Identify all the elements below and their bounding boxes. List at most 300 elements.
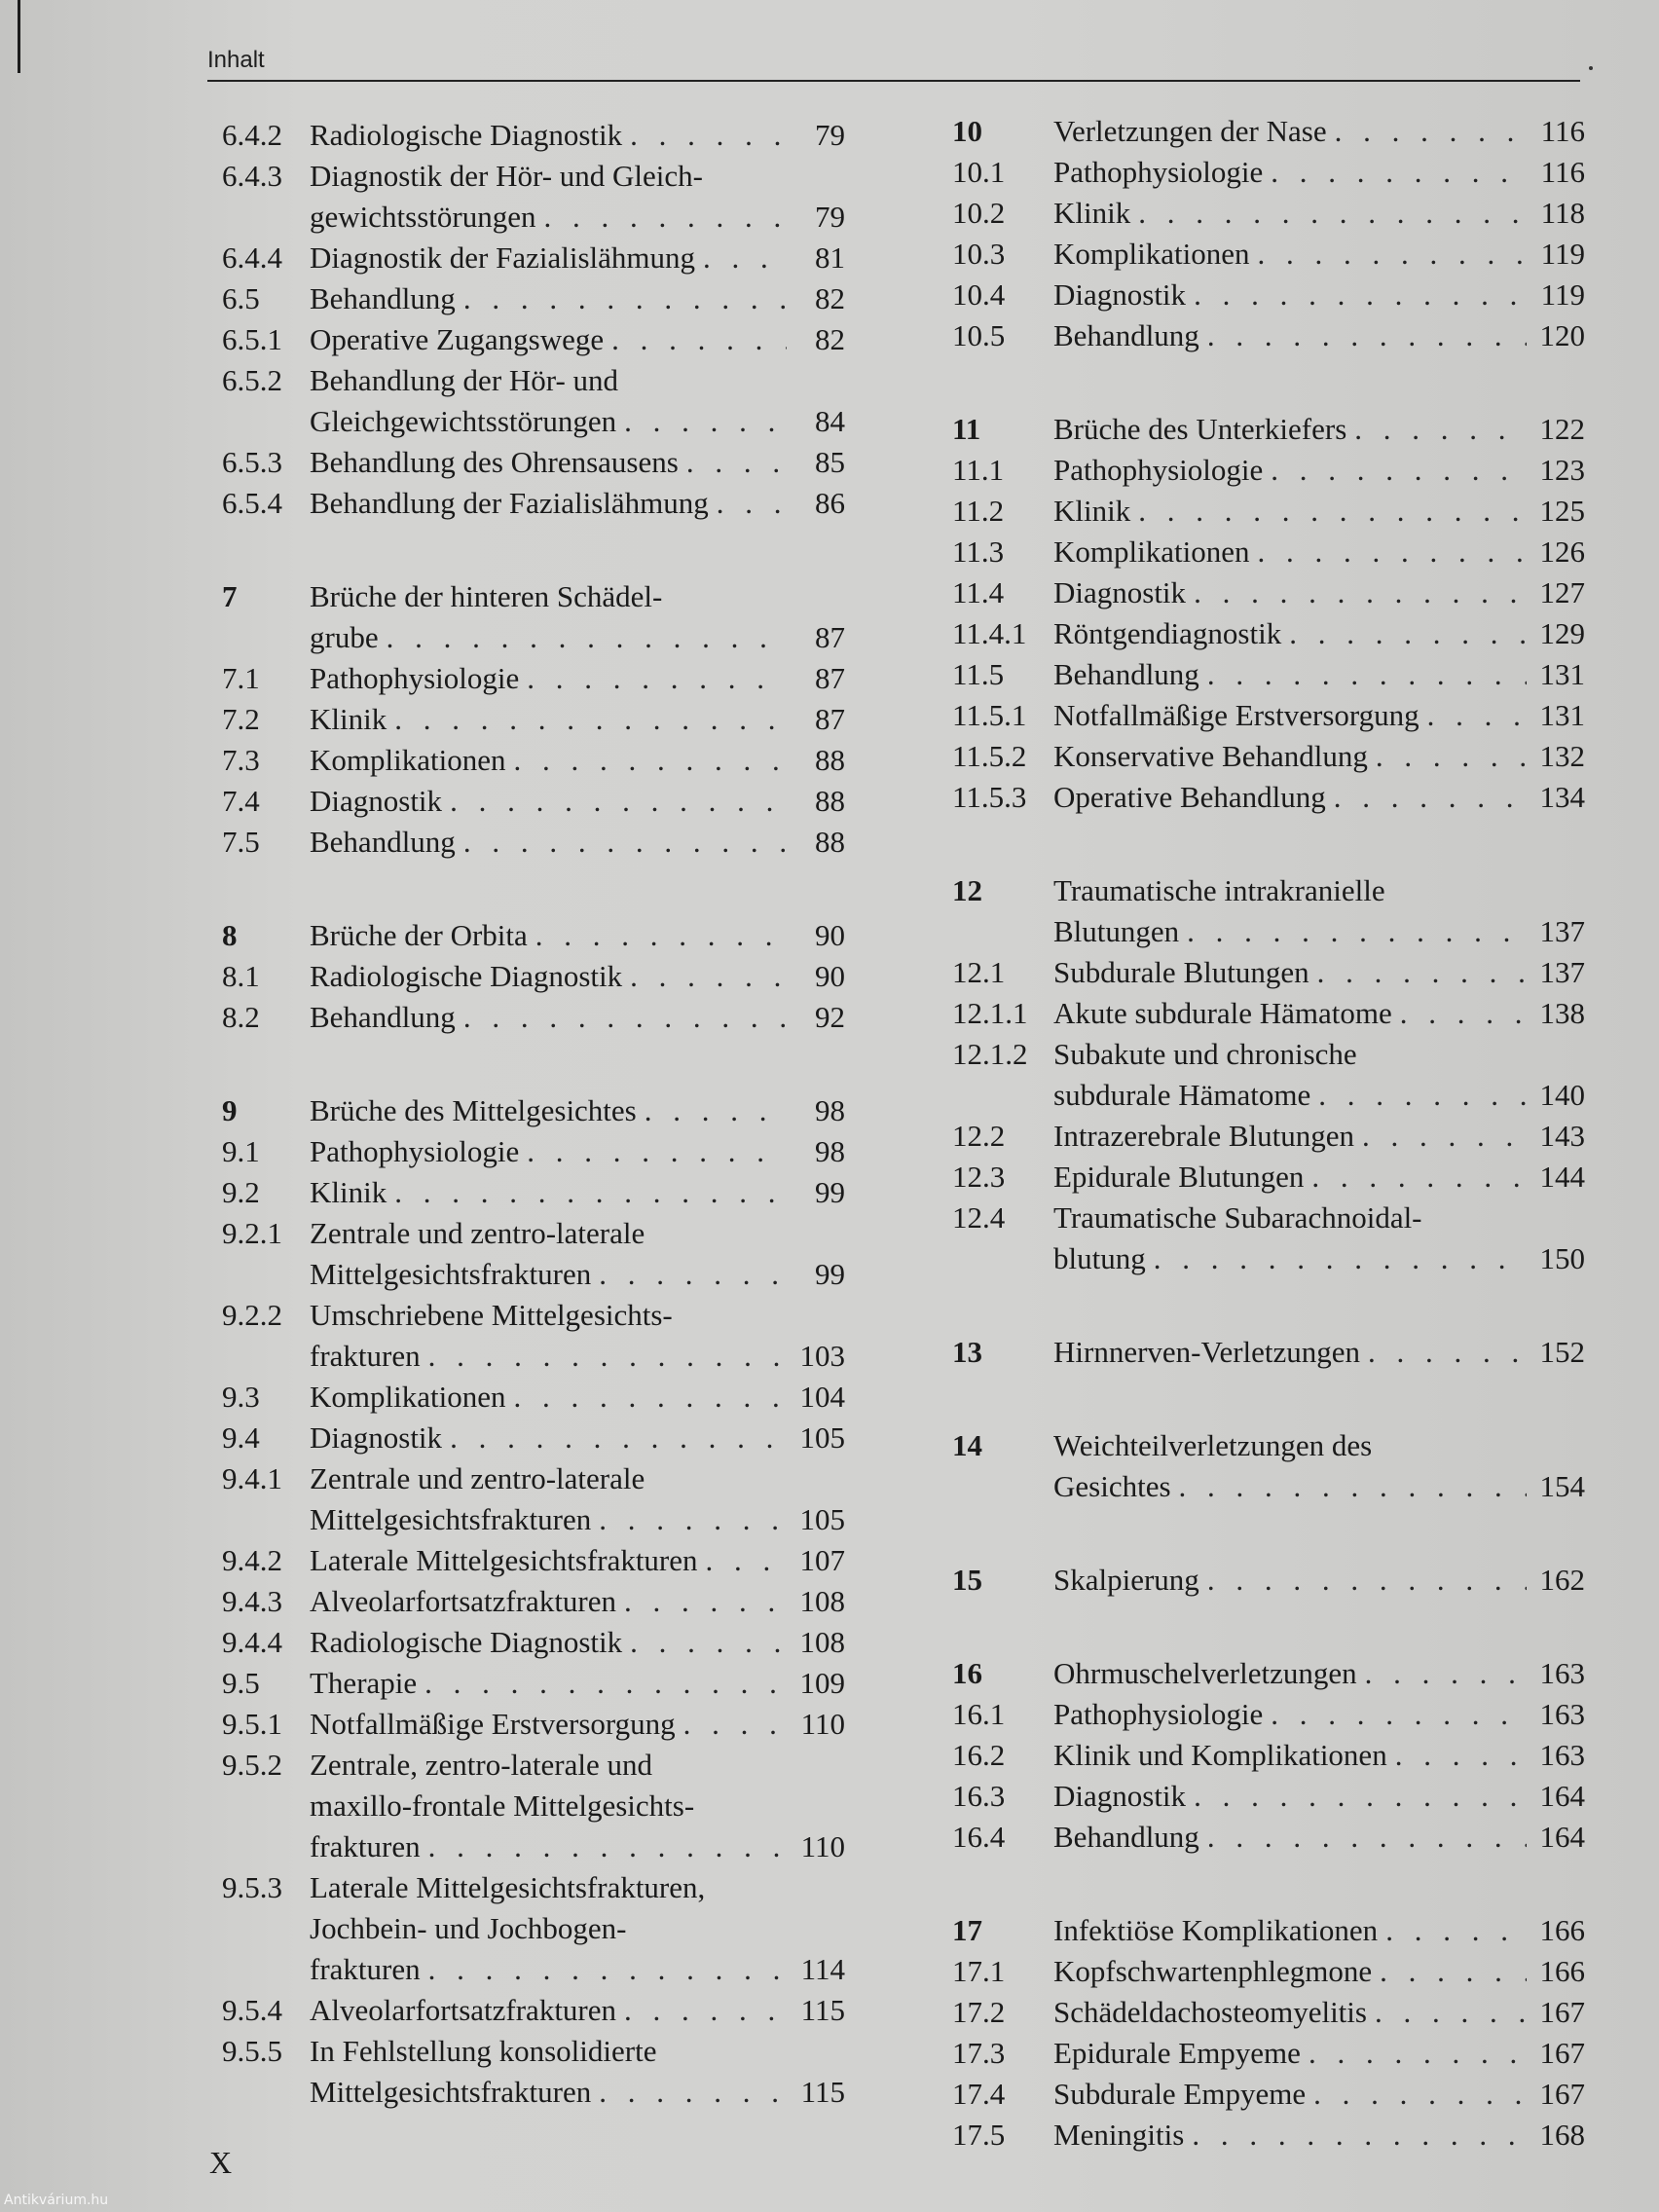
toc-entry-title: Infektiöse Komplikationen — [1053, 1913, 1379, 1947]
toc-entry-number: 11 — [952, 412, 981, 446]
toc-page-number: 84 — [815, 404, 845, 438]
toc-entry-title: Behandlung — [310, 281, 456, 315]
toc-entry — [222, 238, 845, 278]
dot-leader — [622, 956, 787, 997]
dot-leader — [1392, 993, 1527, 1034]
dot-leader — [622, 115, 787, 156]
toc-page-number: 166 — [1539, 1913, 1585, 1947]
toc-entry — [952, 1157, 1585, 1198]
toc-entry — [952, 613, 1585, 654]
toc-entry-title: Komplikationen — [1053, 535, 1250, 569]
toc-entry-number: 6.5.3 — [222, 445, 282, 479]
dot-leader — [1306, 2074, 1527, 2115]
toc-page-number: 88 — [815, 825, 845, 859]
toc-page-number: 143 — [1539, 1119, 1585, 1153]
toc-entry-number: 17.5 — [952, 2118, 1006, 2152]
toc-entry-title: Mittelgesichtsfrakturen — [310, 1502, 592, 1536]
toc-page-number: 110 — [800, 1707, 845, 1741]
toc-entry — [952, 2033, 1585, 2074]
dot-leader — [535, 197, 787, 238]
toc-entry-title: subdurale Hämatome — [1053, 1078, 1311, 1112]
toc-entry-title: Kopfschwartenphlegmone — [1053, 1954, 1373, 1988]
toc-right-column — [952, 111, 1585, 2156]
toc-entry — [952, 777, 1585, 818]
toc-entry-title: Brüche des Unterkiefers — [1053, 412, 1347, 446]
toc-entry-number: 17 — [952, 1913, 982, 1947]
dot-leader — [519, 658, 787, 699]
toc-entry-title: Komplikationen — [310, 1380, 506, 1414]
toc-entry — [222, 1418, 845, 1458]
toc-left-column — [222, 115, 845, 2113]
toc-entry-title: gewichtsstörungen — [310, 200, 536, 234]
toc-entry-number: 10.1 — [952, 155, 1006, 189]
toc-entry — [952, 152, 1585, 193]
toc-entry — [222, 1622, 845, 1663]
dot-leader — [1130, 491, 1527, 532]
toc-entry-number: 16.2 — [952, 1738, 1006, 1772]
dot-leader — [1368, 736, 1527, 777]
toc-entry-number: 9.4.1 — [222, 1461, 282, 1495]
toc-entry — [952, 450, 1585, 491]
toc-page-number: 82 — [815, 281, 845, 315]
dot-leader — [1281, 613, 1527, 654]
toc-page-number: 118 — [1540, 196, 1585, 230]
toc-page-number: 168 — [1539, 2118, 1585, 2152]
toc-entry-title: Brüche des Mittelgesichtes — [310, 1093, 637, 1127]
dot-leader — [616, 1990, 787, 2031]
dot-leader — [505, 1377, 787, 1418]
dot-leader — [1186, 1776, 1527, 1817]
dot-leader — [676, 1704, 787, 1745]
toc-entry-number: 7.1 — [222, 661, 260, 695]
dot-leader — [591, 1499, 787, 1540]
toc-entry-number: 11.5.3 — [952, 780, 1027, 814]
toc-entry-title: Schädeldachosteomyelitis — [1053, 1995, 1367, 2029]
toc-entry-title: Brüche der Orbita — [310, 918, 528, 952]
toc-entry-number: 9.4.2 — [222, 1543, 282, 1577]
toc-entry-title: Hirnnerven-Verletzungen — [1053, 1335, 1361, 1369]
toc-page-number: 154 — [1539, 1469, 1585, 1503]
toc-entry-number: 9.5.5 — [222, 2034, 282, 2068]
toc-entry — [952, 1735, 1585, 1776]
toc-entry — [222, 699, 845, 740]
toc-entry-number: 12.3 — [952, 1160, 1006, 1194]
toc-entry-title: Behandlung — [1053, 318, 1199, 352]
toc-entry — [222, 442, 845, 483]
toc-entry-title: Epidurale Blutungen — [1053, 1160, 1305, 1194]
toc-entry — [952, 2074, 1585, 2115]
toc-page-number: 163 — [1539, 1656, 1585, 1690]
toc-page-number: 90 — [815, 918, 845, 952]
toc-page-number: 109 — [799, 1666, 845, 1700]
dot-leader — [637, 1090, 787, 1131]
toc-entry-title: Zentrale und zentro-laterale — [310, 1216, 645, 1250]
section-gap — [952, 356, 1585, 409]
toc-entry-number: 12 — [952, 873, 982, 907]
toc-page-number: 122 — [1539, 412, 1585, 446]
toc-entry-number: 9.3 — [222, 1380, 260, 1414]
toc-entry-title: Radiologische Diagnostik — [310, 118, 623, 152]
toc-entry-title: Notfallmäßige Erstversorgung — [1053, 698, 1419, 732]
toc-entry-number: 16.1 — [952, 1697, 1006, 1731]
toc-chapter-entry — [952, 1653, 1585, 1694]
toc-chapter-entry — [952, 1425, 1585, 1507]
toc-entry-title: Traumatische Subarachnoidal- — [1053, 1200, 1422, 1235]
toc-entry-number: 16.3 — [952, 1779, 1006, 1813]
dot-leader — [1387, 1735, 1527, 1776]
toc-entry-title: Verletzungen der Nase — [1053, 114, 1327, 148]
dot-leader — [1346, 409, 1527, 450]
toc-entry-number: 9.2.2 — [222, 1298, 282, 1332]
toc-entry-title: Operative Zugangswege — [310, 322, 605, 356]
toc-entry — [952, 1776, 1585, 1817]
toc-page-number: 86 — [815, 486, 845, 520]
dot-leader — [505, 740, 787, 781]
toc-entry-number: 12.2 — [952, 1119, 1006, 1153]
toc-page-number: 92 — [815, 1000, 845, 1034]
toc-entry — [222, 156, 845, 238]
toc-entry-number: 10 — [952, 114, 982, 148]
toc-entry-number: 9 — [222, 1093, 238, 1127]
toc-entry-number: 9.4.4 — [222, 1625, 282, 1659]
dot-leader — [1146, 1238, 1527, 1279]
toc-entry-title: Epidurale Empyeme — [1053, 2036, 1301, 2070]
header-rule — [207, 80, 1580, 82]
dot-leader — [1130, 193, 1527, 234]
toc-entry — [222, 1458, 845, 1540]
toc-entry-title: Subdurale Blutungen — [1053, 955, 1309, 989]
toc-entry — [222, 1663, 845, 1704]
toc-entry-title: Ohrmuschelverletzungen — [1053, 1656, 1357, 1690]
toc-page-number: 125 — [1539, 494, 1585, 528]
toc-page-number: 114 — [800, 1952, 845, 1986]
toc-page-number: 127 — [1539, 575, 1585, 609]
toc-entry-number: 11.5.2 — [952, 739, 1027, 773]
toc-entry-number: 11.2 — [952, 494, 1005, 528]
toc-entry — [952, 2115, 1585, 2156]
dot-leader — [456, 278, 787, 319]
toc-page-number: 164 — [1539, 1779, 1585, 1813]
toc-page-number: 138 — [1539, 996, 1585, 1030]
toc-entry — [222, 1581, 845, 1622]
toc-entry-title: Komplikationen — [1053, 237, 1250, 271]
dot-leader — [1367, 1992, 1527, 2033]
dot-leader — [1304, 1157, 1527, 1198]
toc-entry-title: Zentrale, zentro-laterale und — [310, 1748, 652, 1782]
toc-page-number: 103 — [799, 1339, 845, 1373]
toc-entry — [222, 1867, 845, 1990]
toc-entry-title: Jochbein- und Jochbogen- — [310, 1911, 627, 1945]
toc-entry-title: Klinik — [1053, 196, 1131, 230]
toc-page-number: 134 — [1539, 780, 1585, 814]
toc-page-number: 167 — [1539, 1995, 1585, 2029]
toc-entry-title: Brüche der hinteren Schädel- — [310, 579, 663, 613]
toc-entry-title: Mittelgesichtsfrakturen — [310, 1257, 592, 1291]
toc-entry-number: 9.4.3 — [222, 1584, 282, 1618]
dot-leader — [1199, 654, 1527, 695]
toc-page-number: 82 — [815, 322, 845, 356]
toc-entry — [222, 1540, 845, 1581]
toc-entry — [222, 1131, 845, 1172]
section-gap — [952, 818, 1585, 870]
toc-entry — [222, 658, 845, 699]
dot-leader — [442, 781, 787, 822]
dot-leader — [1354, 1116, 1527, 1157]
toc-chapter-entry — [952, 409, 1585, 450]
toc-entry-title: In Fehlstellung konsolidierte — [310, 2034, 657, 2068]
toc-entry-number: 9.5.1 — [222, 1707, 282, 1741]
toc-entry-number: 11.5 — [952, 657, 1005, 691]
dot-leader — [421, 1949, 787, 1990]
toc-entry-title: Akute subdurale Hämatome — [1053, 996, 1392, 1030]
toc-entry — [222, 1377, 845, 1418]
toc-entry — [222, 1213, 845, 1295]
toc-entry-title: Alveolarfortsatzfrakturen — [310, 1584, 617, 1618]
section-gap — [952, 1858, 1585, 1910]
toc-entry-title: Diagnostik — [310, 784, 443, 818]
toc-entry-number: 12.4 — [952, 1200, 1006, 1235]
toc-entry — [222, 319, 845, 360]
dot-leader — [1184, 2115, 1527, 2156]
toc-page-number: 104 — [799, 1380, 845, 1414]
toc-entry-title: Konservative Behandlung — [1053, 739, 1368, 773]
dot-leader — [387, 1172, 787, 1213]
toc-entry-number: 9.5 — [222, 1666, 260, 1700]
toc-entry-number: 9.1 — [222, 1134, 260, 1168]
toc-page-number: 129 — [1539, 616, 1585, 650]
toc-entry-title: Diagnostik — [310, 1420, 443, 1455]
toc-page-number: 110 — [800, 1829, 845, 1863]
toc-entry — [222, 1704, 845, 1745]
toc-page-number: 115 — [800, 2075, 845, 2109]
toc-entry-title: Diagnostik — [1053, 575, 1187, 609]
toc-entry — [222, 1745, 845, 1867]
toc-entry-title: Mittelgesichtsfrakturen — [310, 2075, 592, 2109]
toc-chapter-entry — [952, 1332, 1585, 1373]
toc-entry-title: Behandlung der Hör- und — [310, 363, 619, 397]
dot-leader — [421, 1336, 787, 1377]
toc-page-number: 126 — [1539, 535, 1585, 569]
toc-entry-number: 10.3 — [952, 237, 1006, 271]
toc-page-number: 98 — [815, 1093, 845, 1127]
toc-page-number: 132 — [1539, 739, 1585, 773]
toc-entry-number: 14 — [952, 1428, 982, 1462]
dot-leader — [622, 1622, 787, 1663]
toc-entry — [952, 695, 1585, 736]
toc-entry-title: Röntgendiagnostik — [1053, 616, 1282, 650]
toc-entry-title: Behandlung — [1053, 657, 1199, 691]
toc-page-number: 150 — [1539, 1241, 1585, 1275]
dot-leader — [1171, 1466, 1527, 1507]
toc-entry-number: 6.4.3 — [222, 159, 282, 193]
toc-page-number: 167 — [1539, 2036, 1585, 2070]
toc-entry-number: 6.5 — [222, 281, 260, 315]
toc-entry-number: 13 — [952, 1335, 982, 1369]
toc-entry-title: maxillo-frontale Mittelgesichts- — [310, 1788, 695, 1823]
toc-entry — [222, 997, 845, 1038]
toc-entry-number: 17.1 — [952, 1954, 1006, 1988]
toc-entry-title: Gesichtes — [1053, 1469, 1171, 1503]
toc-entry-number: 6.5.1 — [222, 322, 282, 356]
toc-entry-title: frakturen — [310, 1829, 421, 1863]
toc-page-number: 137 — [1539, 955, 1585, 989]
toc-page-number: 98 — [815, 1134, 845, 1168]
toc-entry-title: Klinik und Komplikationen — [1053, 1738, 1387, 1772]
toc-entry — [222, 956, 845, 997]
toc-entry — [952, 993, 1585, 1034]
toc-entry — [952, 1034, 1585, 1116]
toc-entry-number: 17.3 — [952, 2036, 1006, 2070]
toc-page-number: 81 — [815, 240, 845, 275]
toc-entry-title: Klinik — [310, 1175, 387, 1209]
toc-entry — [952, 275, 1585, 315]
toc-entry-title: frakturen — [310, 1952, 421, 1986]
toc-page-number: 131 — [1539, 698, 1585, 732]
watermark: Antikvárium.hu — [4, 2193, 109, 2208]
toc-entry — [952, 315, 1585, 356]
toc-entry-number: 10.2 — [952, 196, 1006, 230]
toc-entry — [952, 654, 1585, 695]
toc-page-number: 115 — [800, 1993, 845, 2027]
toc-entry-title: Klinik — [310, 702, 387, 736]
dot-leader — [456, 822, 787, 863]
toc-entry-number: 9.2.1 — [222, 1216, 282, 1250]
toc-entry-title: Intrazerebrale Blutungen — [1053, 1119, 1354, 1153]
toc-entry — [952, 532, 1585, 572]
dot-leader — [442, 1418, 787, 1458]
toc-entry-title: Operative Behandlung — [1053, 780, 1326, 814]
running-header: Inhalt — [207, 47, 265, 73]
toc-entry-number: 8.2 — [222, 1000, 260, 1034]
toc-entry-title: Laterale Mittelgesichtsfrakturen, — [310, 1870, 706, 1904]
toc-entry-number: 6.4.4 — [222, 240, 282, 275]
toc-entry-title: Meningitis — [1053, 2118, 1185, 2152]
dot-leader — [1360, 1332, 1527, 1373]
toc-page-number: 144 — [1539, 1160, 1585, 1194]
toc-entry — [222, 822, 845, 863]
toc-entry — [952, 952, 1585, 993]
toc-page-number: 105 — [799, 1502, 845, 1536]
dot-leader — [616, 1581, 787, 1622]
toc-entry — [952, 1694, 1585, 1735]
toc-entry-title: Behandlung des Ohrensausens — [310, 445, 679, 479]
toc-entry-number: 9.5.3 — [222, 1870, 282, 1904]
section-gap — [952, 1507, 1585, 1560]
toc-entry-title: Komplikationen — [310, 743, 506, 777]
toc-entry-title: Laterale Mittelgesichtsfrakturen — [310, 1543, 698, 1577]
toc-entry-title: Subdurale Empyeme — [1053, 2077, 1307, 2111]
toc-entry-title: Pathophysiologie — [310, 1134, 520, 1168]
toc-page-number: 107 — [799, 1543, 845, 1577]
toc-chapter-entry — [952, 111, 1585, 152]
page-number: X — [209, 2145, 233, 2180]
toc-entry — [222, 740, 845, 781]
toc-page-number: 88 — [815, 784, 845, 818]
toc-entry-number: 10.5 — [952, 318, 1006, 352]
toc-entry — [952, 1951, 1585, 1992]
toc-entry-title: Alveolarfortsatzfrakturen — [310, 1993, 617, 2027]
section-gap — [222, 524, 845, 576]
toc-entry-number: 6.5.2 — [222, 363, 282, 397]
dot-leader — [1357, 1653, 1527, 1694]
dot-leader — [1199, 1560, 1527, 1601]
dot-leader — [421, 1826, 787, 1867]
toc-entry-number: 8 — [222, 918, 238, 952]
toc-entry-title: Klinik — [1053, 494, 1131, 528]
toc-entry — [952, 572, 1585, 613]
toc-entry-title: blutung — [1053, 1241, 1146, 1275]
toc-page-number: 108 — [799, 1584, 845, 1618]
toc-entry — [952, 193, 1585, 234]
dot-leader — [709, 483, 787, 524]
toc-chapter-entry — [952, 1910, 1585, 1951]
dot-leader — [1263, 1694, 1527, 1735]
page-edge-line — [18, 0, 20, 73]
dot-leader — [604, 319, 787, 360]
dot-leader — [1199, 315, 1527, 356]
toc-entry-title: Diagnostik — [1053, 277, 1187, 312]
toc-entry-number: 17.4 — [952, 2077, 1006, 2111]
toc-chapter-entry — [952, 870, 1585, 952]
toc-entry — [952, 1116, 1585, 1157]
dot-leader — [1249, 234, 1527, 275]
toc-page-number: 163 — [1539, 1738, 1585, 1772]
dot-leader — [616, 401, 787, 442]
toc-entry-title: Diagnostik — [1053, 1779, 1187, 1813]
toc-entry-title: Radiologische Diagnostik — [310, 959, 623, 993]
toc-page-number: 140 — [1539, 1078, 1585, 1112]
toc-entry — [222, 781, 845, 822]
toc-entry-title: Umschriebene Mittelgesichts- — [310, 1298, 673, 1332]
section-gap — [952, 1373, 1585, 1425]
toc-entry-title: Gleichgewichtsstörungen — [310, 404, 617, 438]
toc-entry-title: Diagnostik der Hör- und Gleich- — [310, 159, 703, 193]
dot-leader — [417, 1663, 787, 1704]
toc-entry-title: Behandlung — [310, 825, 456, 859]
dot-leader — [591, 2072, 787, 2113]
toc-page-number: 87 — [815, 620, 845, 654]
dot-leader — [387, 699, 787, 740]
dot-leader — [1186, 275, 1527, 315]
toc-entry-title: Weichteilverletzungen des — [1053, 1428, 1373, 1462]
toc-chapter-entry — [222, 576, 845, 658]
toc-page-number: 99 — [815, 1257, 845, 1291]
toc-entry — [222, 360, 845, 442]
toc-entry-title: Radiologische Diagnostik — [310, 1625, 623, 1659]
dot-leader — [1310, 1075, 1527, 1116]
toc-page-number: 167 — [1539, 2077, 1585, 2111]
toc-entry-number: 12.1.2 — [952, 1037, 1028, 1071]
toc-page-number: 152 — [1539, 1335, 1585, 1369]
toc-page-number: 119 — [1540, 277, 1585, 312]
toc-entry-number: 16.4 — [952, 1820, 1006, 1854]
section-gap — [952, 1601, 1585, 1653]
toc-entry — [222, 2031, 845, 2113]
toc-entry — [222, 1990, 845, 2031]
dot-leader — [1326, 777, 1527, 818]
toc-page-number: 87 — [815, 702, 845, 736]
dot-leader — [679, 442, 787, 483]
toc-entry-number: 6.4.2 — [222, 118, 282, 152]
toc-entry — [222, 483, 845, 524]
toc-entry-title: Behandlung der Fazialislähmung — [310, 486, 709, 520]
section-gap — [952, 1279, 1585, 1332]
toc-page-number: 108 — [799, 1625, 845, 1659]
toc-entry-title: Pathophysiologie — [310, 661, 520, 695]
toc-entry-title: Diagnostik der Fazialislähmung — [310, 240, 696, 275]
toc-entry-title: Subakute und chronische — [1053, 1037, 1357, 1071]
toc-entry-number: 7.5 — [222, 825, 260, 859]
